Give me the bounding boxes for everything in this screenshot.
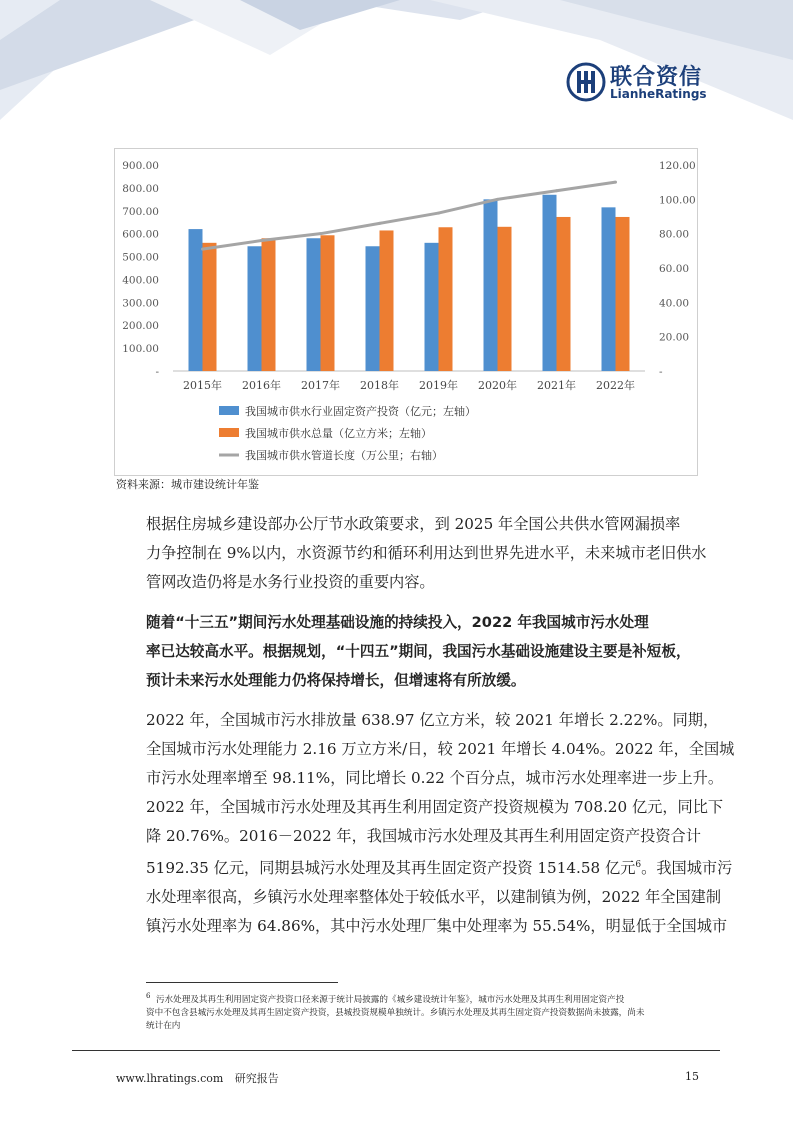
y-left-tick-label: 100.00 bbox=[122, 343, 159, 356]
bar-supply-volume bbox=[439, 227, 453, 371]
logo-chinese-name: 联合资信 bbox=[610, 65, 703, 90]
footnote-line: 统计在内 bbox=[146, 1020, 181, 1031]
footnote-divider bbox=[146, 982, 338, 983]
legend-swatch bbox=[219, 428, 239, 437]
line-point bbox=[378, 222, 381, 225]
paragraph-sewage-data bbox=[116, 706, 735, 941]
y-left-tick-label: 600.00 bbox=[122, 228, 159, 241]
y-left-tick-label: - bbox=[155, 366, 159, 378]
bar-supply-volume bbox=[616, 217, 630, 371]
x-tick-label: 2017年 bbox=[301, 379, 340, 392]
text-line: 管网改造仍将是水务行业投资的重要内容。 bbox=[146, 573, 435, 591]
y-right-tick-label: 100.00 bbox=[659, 194, 696, 207]
paragraph-sewage-summary bbox=[116, 608, 701, 695]
y-right-tick-label: - bbox=[659, 366, 663, 378]
bar-investment bbox=[366, 246, 380, 371]
y-right-tick-label: 40.00 bbox=[659, 297, 690, 310]
logo-english-name: LianheRatings bbox=[610, 87, 707, 101]
text-line: 力争控制在 9%以内，水资源节约和循环利用达到世界先进水平，未来城市老旧供水 bbox=[146, 544, 707, 562]
bar-supply-volume bbox=[380, 230, 394, 371]
legend-label: 我国城市供水总量（亿立方米；左轴） bbox=[245, 427, 432, 440]
legend-label: 我国城市供水行业固定资产投资（亿元；左轴） bbox=[245, 405, 476, 418]
bar-investment bbox=[425, 243, 439, 371]
footnote bbox=[146, 990, 706, 1033]
text-fragment: 。我国城市污 bbox=[641, 859, 733, 878]
footnote-ref: 6 bbox=[635, 860, 642, 870]
paragraph-water-policy bbox=[116, 510, 707, 597]
line-point bbox=[319, 232, 322, 235]
bar-supply-volume bbox=[498, 227, 512, 371]
y-left-tick-label: 200.00 bbox=[122, 320, 159, 333]
chart-canvas bbox=[115, 149, 697, 475]
text-line: 预计未来污水处理能力仍将保持增长，但增速将有所放缓。 bbox=[146, 672, 526, 689]
text-line: 2022 年，全国城市污水处理及其再生利用固定资产投资规模为 708.20 亿元，同比下 bbox=[146, 798, 724, 816]
page-number: 15 bbox=[685, 1070, 699, 1083]
text-line: 随着“十三五”期间污水处理基础设施的持续投入，2022 年我国城市污水处理 bbox=[146, 614, 649, 631]
footnote-line: 资中不包含县城污水处理及其再生固定资产投资，县城投资规模单独统计。乡镇污水处理及其再生固定资产投资数据尚未披露，尚未 bbox=[146, 1007, 645, 1018]
text-line: 降 20.76%。2016－2022 年，我国城市污水处理及其再生利用固定资产投资合计 bbox=[146, 827, 701, 845]
footer-info bbox=[116, 1070, 287, 1086]
text-line: 水处理率很高，乡镇污水处理率整体处于较低水平，以建制镇为例，2022 年全国建制 bbox=[146, 888, 722, 907]
bar-investment bbox=[484, 199, 498, 371]
bar-investment bbox=[543, 195, 557, 371]
legend-label: 我国城市供水管道长度（万公里；右轴） bbox=[245, 449, 443, 462]
footer-website[interactable]: www.lhratings.com bbox=[116, 1072, 224, 1085]
y-right-tick-label: 60.00 bbox=[659, 263, 690, 275]
x-tick-label: 2022年 bbox=[596, 379, 635, 392]
y-left-tick-label: 400.00 bbox=[122, 274, 159, 287]
x-tick-label: 2020年 bbox=[478, 379, 517, 392]
y-right-tick-label: 20.00 bbox=[659, 331, 690, 344]
bar-investment bbox=[307, 238, 321, 371]
text-line: 2022 年，全国城市污水排放量 638.97 亿立方米，较 2021 年增长 2.22%。同期， bbox=[146, 711, 719, 729]
line-point bbox=[555, 189, 558, 192]
legend-swatch bbox=[219, 406, 239, 415]
bar-investment bbox=[189, 229, 203, 371]
bar-investment bbox=[602, 207, 616, 371]
footnote-line bbox=[146, 990, 706, 1007]
bar-investment bbox=[248, 246, 262, 371]
text-line: 全国城市污水处理能力 2.16 万立方米/日，较 2021 年增长 4.04%。2022 年，全国城 bbox=[146, 740, 735, 758]
line-point bbox=[260, 239, 263, 242]
x-tick-label: 2019年 bbox=[419, 379, 458, 392]
x-tick-label: 2021年 bbox=[537, 379, 576, 392]
company-logo bbox=[566, 60, 716, 108]
x-tick-label: 2018年 bbox=[360, 379, 399, 392]
water-supply-chart bbox=[114, 148, 698, 476]
y-right-tick-label: 120.00 bbox=[659, 160, 696, 172]
line-point bbox=[437, 212, 440, 215]
text-line: 镇污水处理率为 64.86%，其中污水处理厂集中处理率为 55.54%，明显低于全国城市 bbox=[146, 917, 728, 936]
y-left-tick-label: 700.00 bbox=[122, 205, 159, 218]
y-left-tick-label: 300.00 bbox=[122, 297, 159, 310]
footnote-text: 污水处理及其再生利用固定资产投资口径来源于统计局披露的《城乡建设统计年鉴》，城市污水处理及其再生利用固定资产投 bbox=[155, 994, 625, 1005]
footer-divider bbox=[72, 1050, 720, 1051]
footer-label: 研究报告 bbox=[234, 1072, 279, 1085]
bar-supply-volume bbox=[557, 217, 571, 371]
bar-supply-volume bbox=[321, 235, 335, 371]
x-tick-label: 2015年 bbox=[183, 379, 222, 392]
y-right-tick-label: 80.00 bbox=[659, 228, 690, 241]
lianhe-logo-icon bbox=[566, 62, 606, 102]
x-tick-label: 2016年 bbox=[242, 379, 281, 392]
text-line: 市污水处理率增至 98.11%，同比增长 0.22 个百分点，城市污水处理率进一步上升。 bbox=[146, 769, 724, 787]
chart-source: 资料来源：城市建设统计年鉴 bbox=[116, 478, 259, 491]
y-left-tick-label: 500.00 bbox=[122, 251, 159, 264]
line-point bbox=[614, 181, 617, 184]
bar-supply-volume bbox=[203, 243, 217, 371]
y-left-tick-label: 800.00 bbox=[122, 182, 159, 195]
text-fragment: 5192.35 亿元，同期县城污水处理及其再生固定资产投资 1514.58 亿元 bbox=[146, 859, 636, 878]
text-line: 根据住房城乡建设部办公厅节水政策要求，到 2025 年全国公共供水管网漏损率 bbox=[146, 515, 681, 533]
footnote-mark: 6 bbox=[146, 992, 151, 1000]
text-line: 率已达较高水平。根据规划，“十四五”期间，我国污水基础设施建设主要是补短板， bbox=[146, 643, 691, 660]
bar-supply-volume bbox=[262, 238, 276, 371]
line-point bbox=[201, 248, 204, 251]
line-point bbox=[496, 198, 499, 201]
y-left-tick-label: 900.00 bbox=[122, 160, 159, 172]
text-line bbox=[116, 851, 733, 883]
